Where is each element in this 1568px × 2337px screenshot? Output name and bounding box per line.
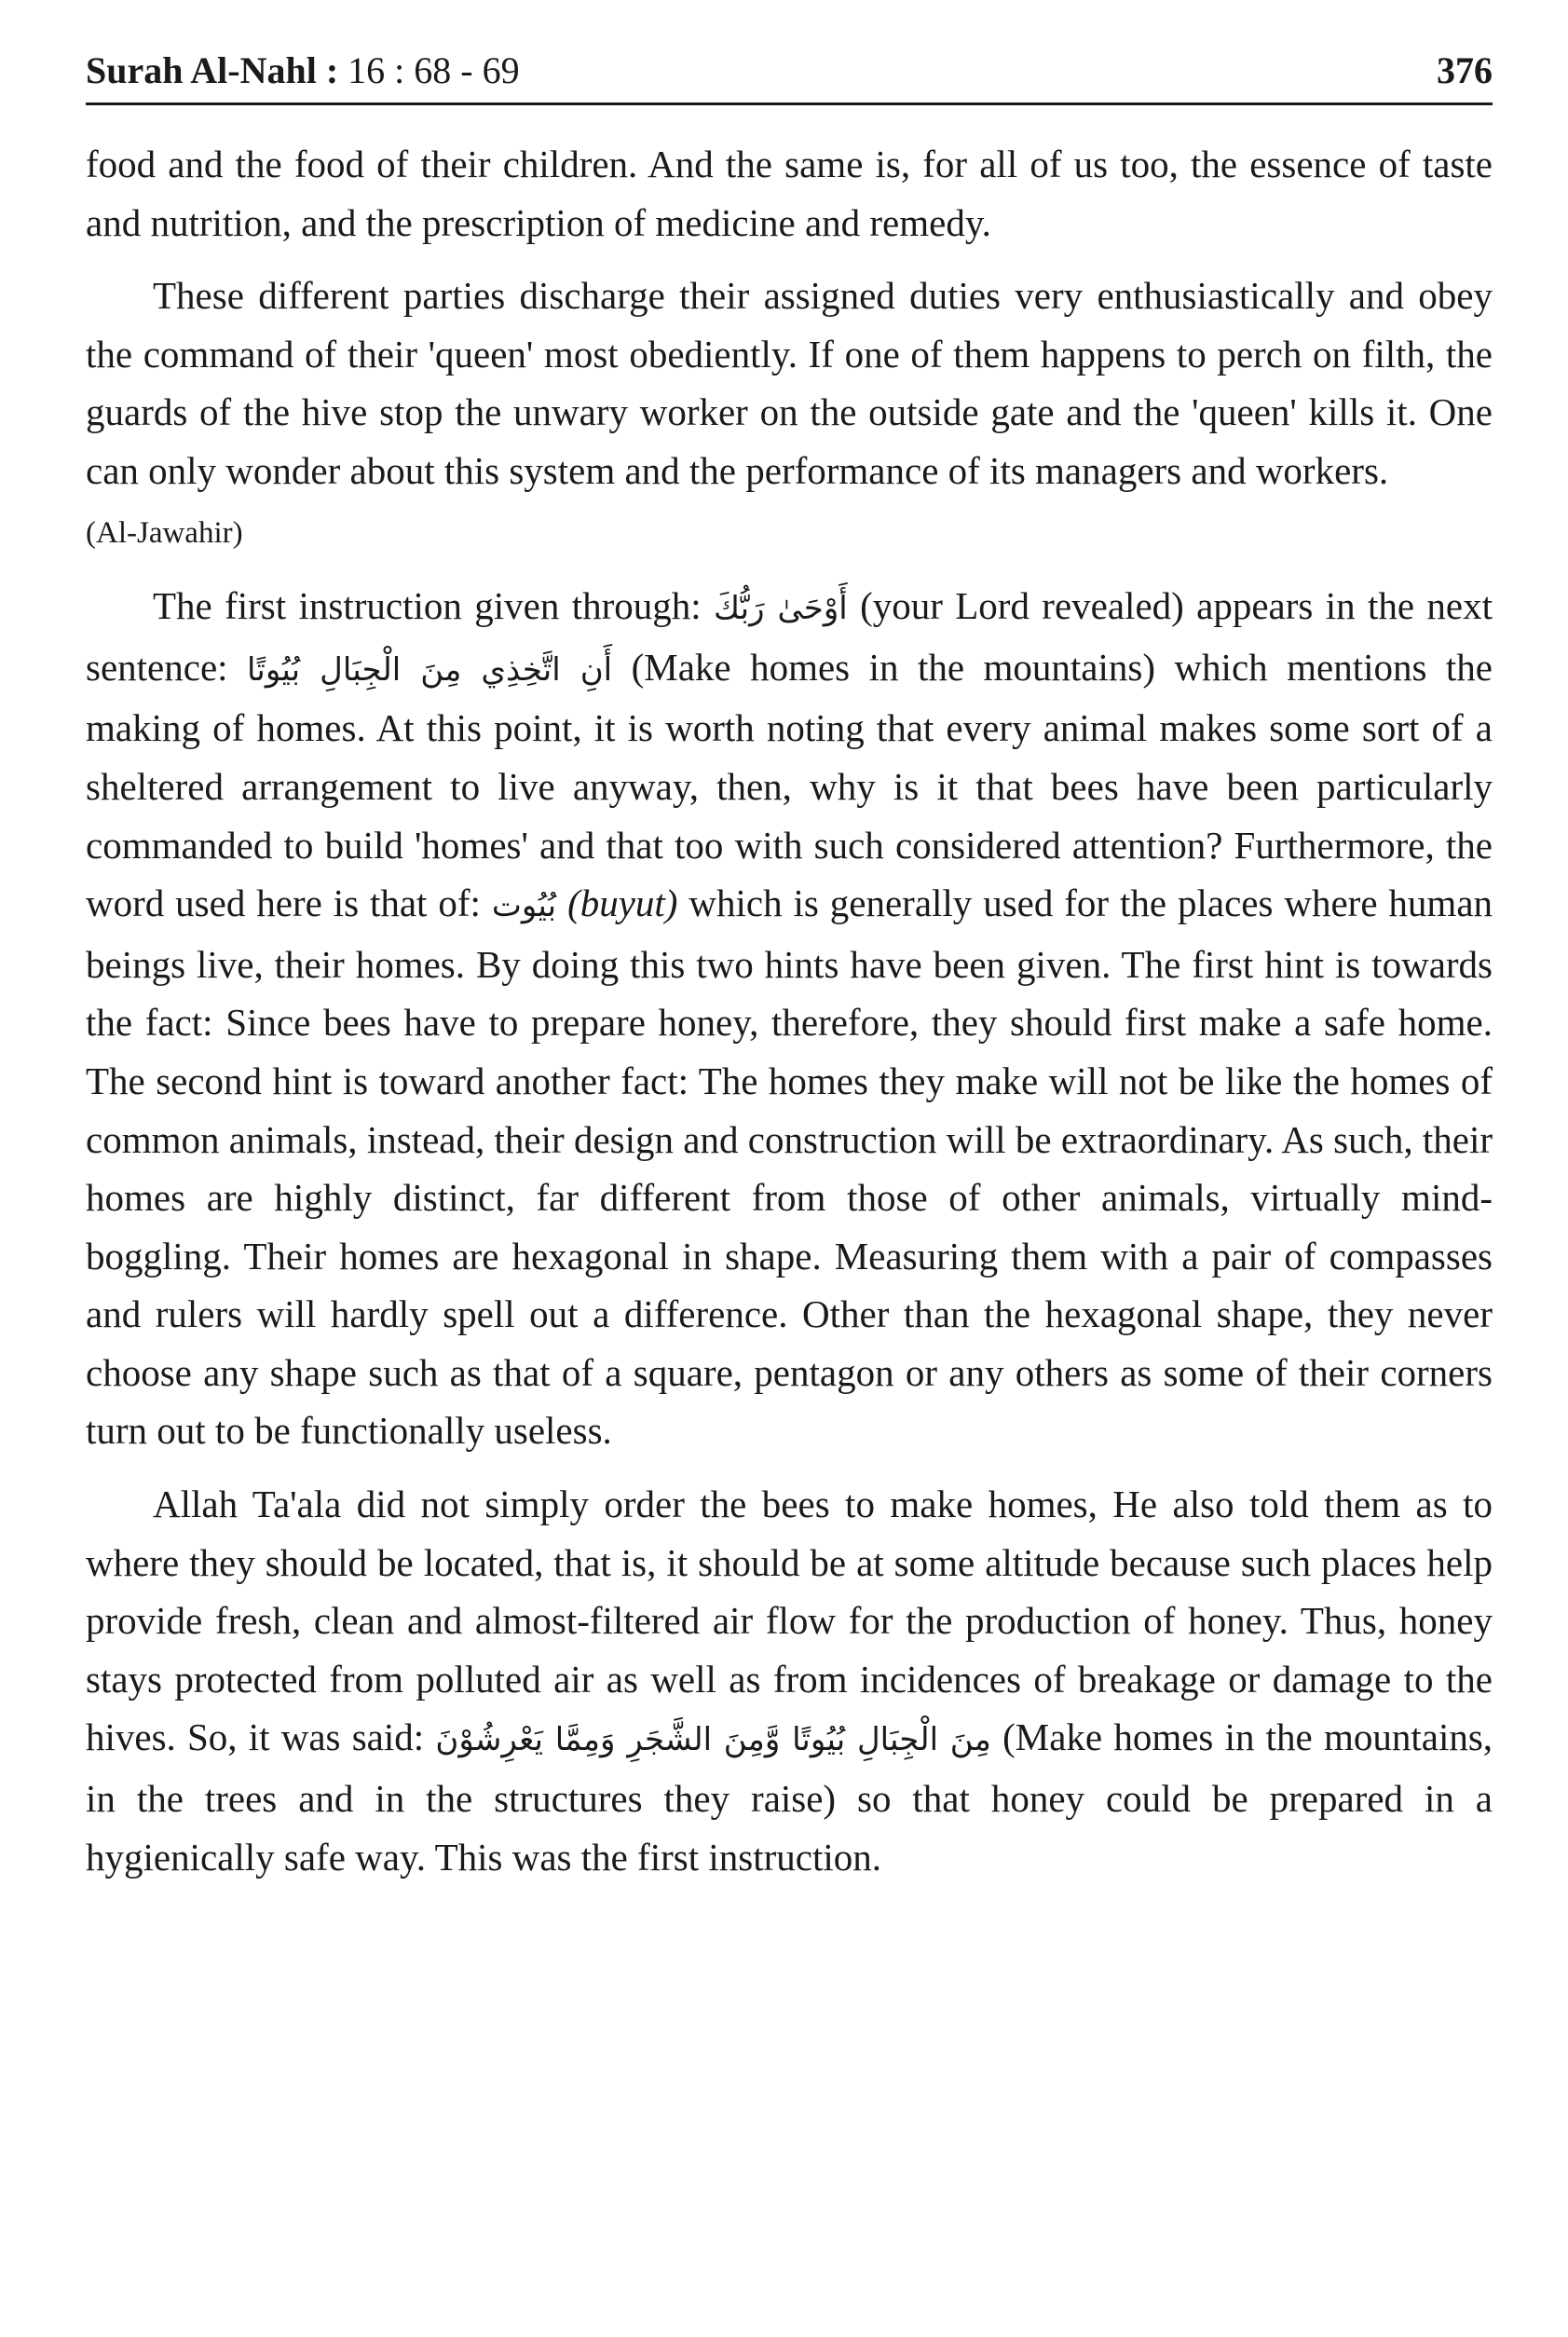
paragraph-2: These different parties discharge their assigned duties very enthusiastically and obey the command of their 'queen' most obediently. If one of them happens to perch on filth, the guards of the hive stop the unwary worker on the outside gate and the 'queen' kills it. One can only wonder about this system and the performance of its managers and workers. (Al-Jawahir) xyxy=(86,274,1493,550)
paragraph-3: The first instruction given through: أَوْحَىٰ رَبُّكَ (your Lord revealed) appears in the next sentence: أَنِ اتَّخِذِي مِنَ الْجِبَالِ بُيُوتًا (Make homes in the mountains) which mentions the making of homes. At this point, it is worth noting that every animal makes some sort of a sheltered arrangement to live anyway, then, why is it that bees have been particularly commanded to build 'homes' and that too with such considered attention? Furthermore, the word used here is that of: بُيُوت (buyut) which is generally used for the places where human beings live, their homes. By doing this two hints have been given. The first hint is towards the fact: Since bees have to prepare honey, therefore, they should first make a safe home. The second hint is toward another fact: The homes they make will not be like the homes of common animals, instead, their design and construction will be extraordinary. As such, their homes are highly distinct, far different from those of other animals, virtually mind-boggling. Their homes are hexagonal in shape. Measuring them with a pair of compasses and rulers will hardly spell out a difference. Other than the hexagonal shape, they never choose any shape such as that of a square, pentagon or any others as some of their corners turn out to be functionally useless. xyxy=(86,584,1493,1453)
running-head xyxy=(86,48,520,92)
transliteration: (buyut) xyxy=(567,882,678,925)
citation: (Al-Jawahir) xyxy=(86,515,243,550)
surah-name: Surah Al-Nahl : xyxy=(86,49,339,91)
arabic-phrase: مِنَ الْجِبَالِ بُيُوتًا وَّمِنَ الشَّجَرِ وَمِمَّا يَعْرِشُوْنَ xyxy=(435,1721,991,1759)
paragraph-4: Allah Ta'ala did not simply order the bees to make homes, He also told them as to where they should be located, that is, it should be at some altitude because such places help provide fresh, clean and almost-filtered air flow for the production of honey. Thus, honey stays protected from polluted air as well as from incidences of breakage or damage to the hives. So, it was said: مِنَ الْجِبَالِ بُيُوتًا وَّمِنَ الشَّجَرِ وَمِمَّا يَعْرِشُوْنَ (Make homes in the mountains, in the trees and in the structures they raise) so that honey could be prepared in a hygienically safe way. This was the first instruction. xyxy=(86,1483,1493,1879)
verse-reference: 16 : 68 - 69 xyxy=(348,49,520,91)
arabic-word: بُيُوت xyxy=(491,887,557,925)
header-rule xyxy=(86,102,1493,105)
page-number: 376 xyxy=(1437,49,1493,91)
arabic-phrase: أَوْحَىٰ رَبُّكَ xyxy=(714,590,848,628)
paragraph-1: food and the food of their children. And the same is, for all of us too, the essence of taste and nutrition, and the prescription of medicine and remedy. xyxy=(86,143,1493,244)
body-text xyxy=(86,135,1493,1901)
arabic-phrase: أَنِ اتَّخِذِي مِنَ الْجِبَالِ بُيُوتًا xyxy=(247,650,613,689)
page-header xyxy=(86,45,1493,101)
